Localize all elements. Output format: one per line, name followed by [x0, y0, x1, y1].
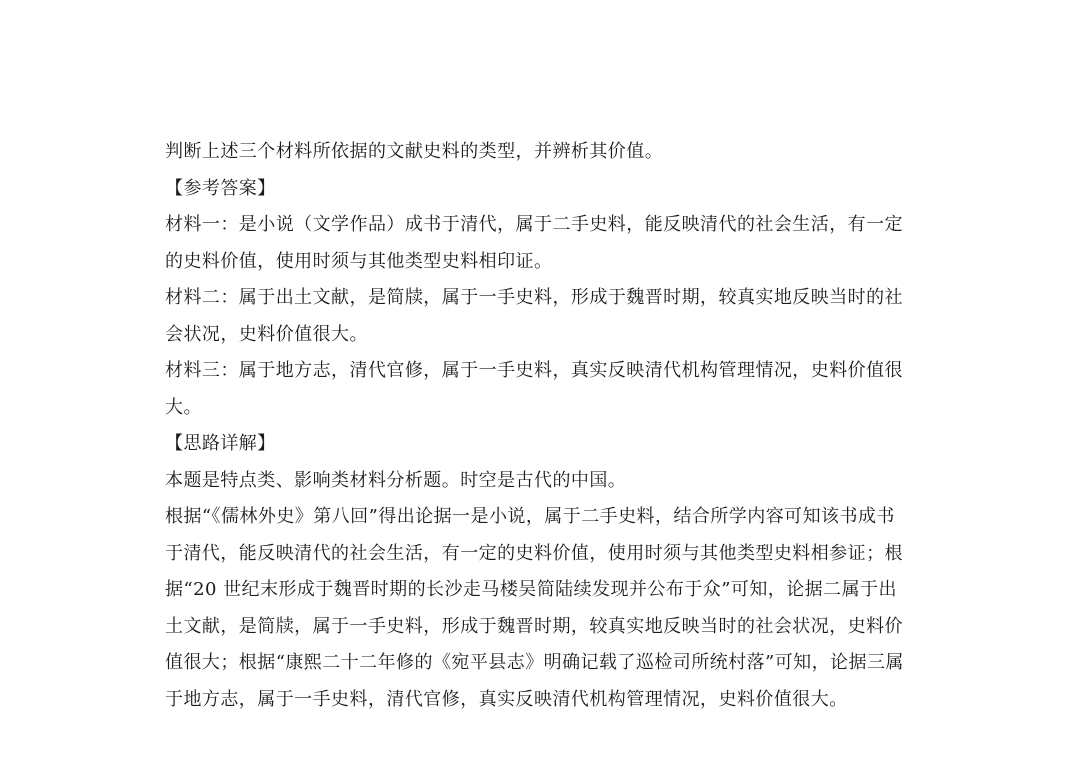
- answer-material-two-line-2: 会状况，史料价值很大。: [165, 323, 368, 345]
- document-page: [165, 134, 925, 718]
- answer-material-two-line-1: 材料二：属于出土文献，是简牍，属于一手史料，形成于魏晋时期，较真实地反映当时的社: [165, 287, 903, 308]
- analysis-paragraph-line-2: 于清代，能反映清代的社会生活，有一定的史料价值，使用时须与其他类型史料相参证；根: [165, 542, 903, 564]
- reference-answer-heading: 【参考答案】: [165, 177, 276, 199]
- analysis-paragraph-line-3: 据“20 世纪末形成于魏晋时期的长沙走马楼吴简陆续发现并公布于众”可知，论据二属于出: [165, 579, 897, 600]
- answer-material-three-line-1: 材料三：属于地方志，清代官修，属于一手史料，真实反映清代机构管理情况，史料价值很: [165, 360, 903, 381]
- analysis-paragraph-line-1: 根据“《儒林外史》第八回”得出论据一是小说，属于二手史料，结合所学内容可知该书成书: [165, 506, 895, 527]
- question-prompt: 判断上述三个材料所依据的文献史料的类型，并辨析其价值。: [165, 141, 664, 162]
- answer-material-one-line-1: 材料一：是小说（文学作品）成书于清代，属于二手史料，能反映清代的社会生活，有一定: [165, 214, 903, 235]
- analysis-heading: 【思路详解】: [165, 433, 276, 454]
- answer-material-three-line-2: 大。: [165, 396, 202, 418]
- answer-material-one-line-2: 的史料价值，使用时须与其他类型史料相印证。: [165, 250, 553, 272]
- analysis-paragraph-line-6: 于地方志，属于一手史料，清代官修，真实反映清代机构管理情况，史料价值很大。: [165, 688, 848, 710]
- analysis-intro: 本题是特点类、影响类材料分析题。时空是古代的中国。: [165, 469, 627, 491]
- analysis-paragraph-line-5: 值很大；根据“康熙二十二年修的《宛平县志》明确记载了巡检司所统村落”可知，论据三属: [165, 652, 904, 673]
- analysis-paragraph-line-4: 土文献，是简牍，属于一手史料，形成于魏晋时期，较真实地反映当时的社会状况，史料价: [165, 615, 903, 637]
